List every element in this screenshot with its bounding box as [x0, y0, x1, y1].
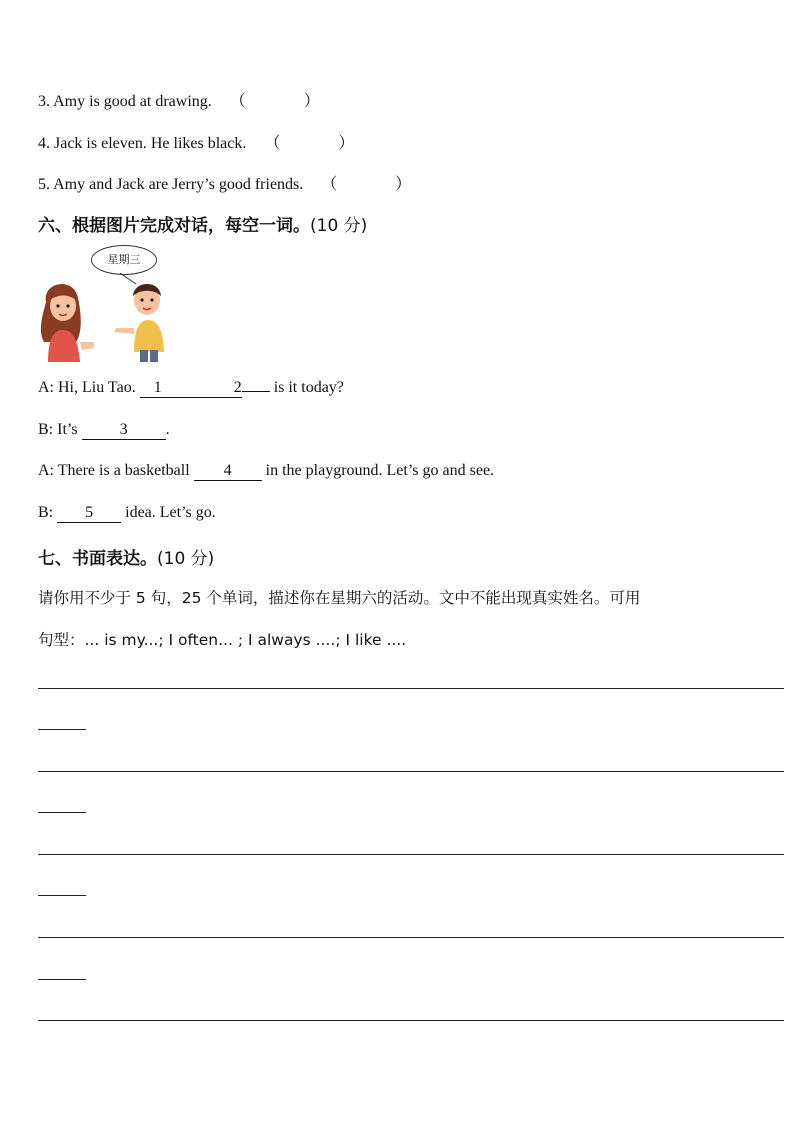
writing-patterns: 句型：... is my...; I often... ; I always ....; I like .... [38, 631, 407, 649]
blank-3[interactable]: 3 [82, 421, 166, 440]
writing-line[interactable] [38, 771, 784, 772]
dialogue-line-4: B: 5 idea. Let’s go. [38, 504, 216, 521]
dialogue-line-2: B: It’s 3 . [38, 421, 170, 438]
answer-paren[interactable]: （ ） [264, 135, 355, 152]
writing-line[interactable] [38, 854, 784, 855]
section-7-title: 七、书面表达。(10 分) [38, 549, 215, 569]
dialogue-line-3: A: There is a basketball 4 in the playground. Let’s go and see. [38, 462, 495, 479]
writing-line[interactable] [38, 688, 784, 689]
writing-line[interactable] [38, 937, 784, 938]
writing-line-short[interactable] [38, 895, 86, 896]
blank-2[interactable]: 2 [176, 379, 242, 398]
answer-paren[interactable]: （ ） [229, 93, 320, 110]
section-6-title: 六、根据图片完成对话，每空一词。(10 分) [38, 216, 368, 236]
writing-line-short[interactable] [38, 729, 86, 730]
blank-5[interactable]: 5 [57, 504, 121, 523]
boy-icon [114, 284, 164, 362]
question-4: 4. Jack is eleven. He likes black. （ ） [38, 130, 354, 153]
blank-1[interactable]: 1 [140, 379, 176, 398]
writing-instruction: 请你用不少于 5 句，25 个单词，描述你在星期六的活动。文中不能出现真实姓名。可用 [38, 589, 641, 607]
question-3: 3. Amy is good at drawing. （ ） [38, 88, 320, 111]
question-5: 5. Amy and Jack are Jerry’s good friends. （ ） [38, 171, 411, 194]
writing-line-short[interactable] [38, 812, 86, 813]
dialogue-illustration [36, 272, 176, 364]
blank-4[interactable]: 4 [194, 462, 262, 481]
dialogue-line-1: A: Hi, Liu Tao. 1 2 is it today? [38, 379, 344, 396]
writing-line-short[interactable] [38, 979, 86, 980]
speech-bubble: 星期三 [91, 245, 157, 275]
answer-paren[interactable]: （ ） [321, 176, 412, 193]
girl-icon [41, 284, 94, 362]
writing-line[interactable] [38, 1020, 784, 1021]
